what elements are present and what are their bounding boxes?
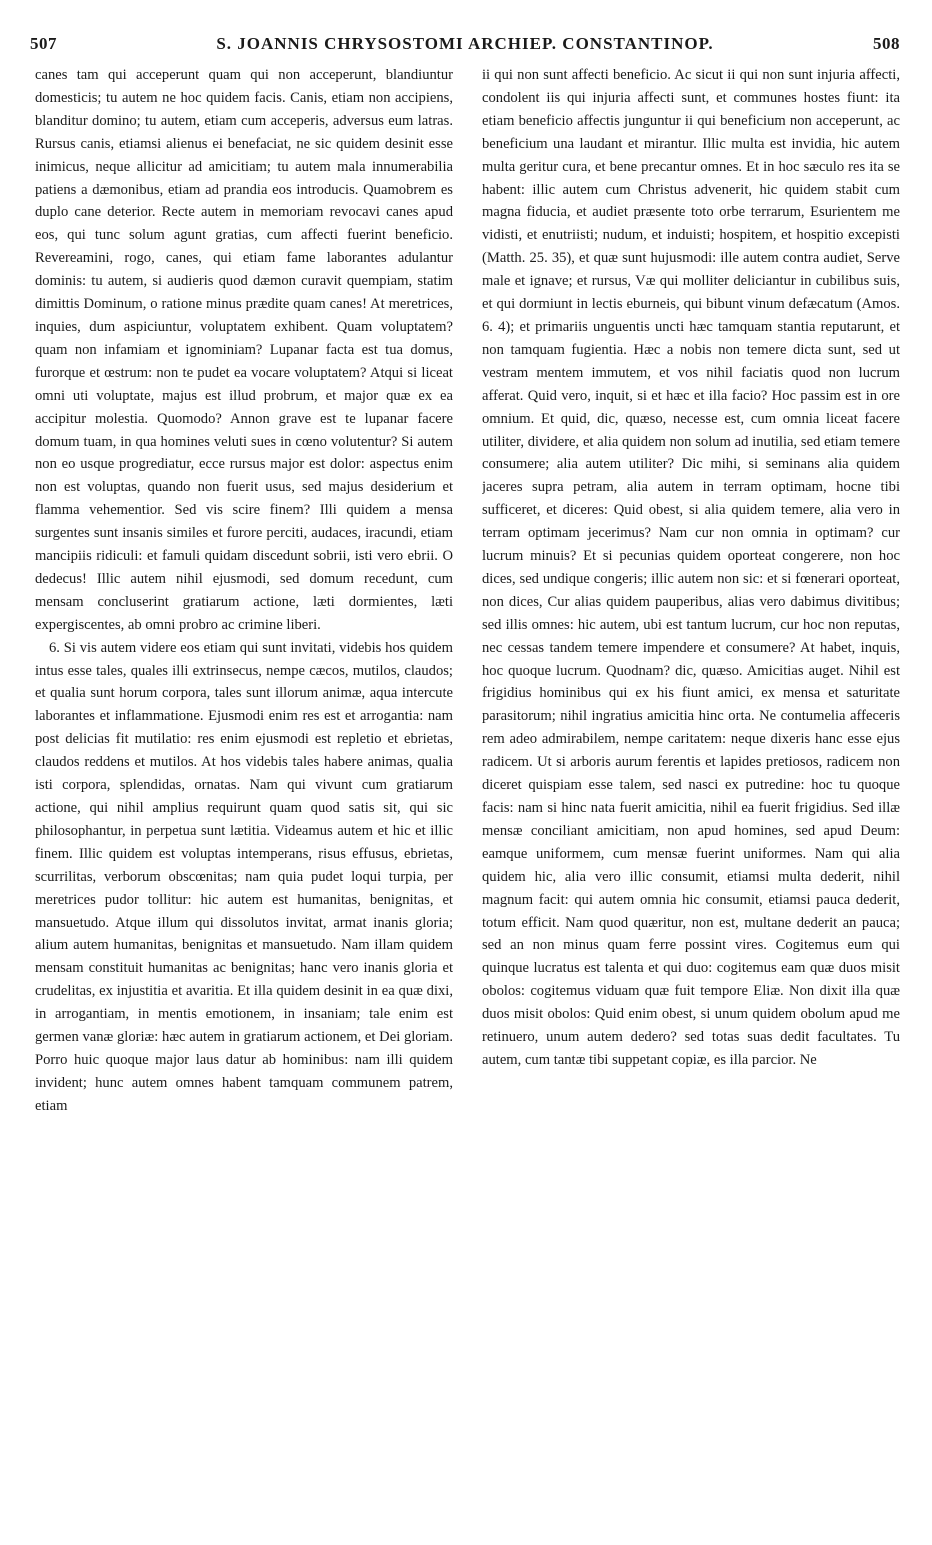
left-paragraph-2: 6. Si vis autem videre eos etiam qui sunt invitati, videbis hos quidem intus esse tales, quales illi extrinsecus, nempe cæcos, mutilos, claudos; et qualia sunt horum corpora, tales sunt illorum animæ, aqua intercute laborantes et inflammatione. Ejusmodi enim res est et arrogantia: nam post delicias fit mutilatio: res enim ejusmodi est repletio et ebrietas, claudos reddens et mutilos. At hos videbis tales habere animas, qualia isti corpora, splendidas, ornatas. Nam qui vivunt cum gratiarum actione, qui nihil amplius requirunt quam quod satis sit, qui sic philosophantur, in perpetua sunt lætitia. Videamus autem et hic et illic finem. Illic quidem est voluptas intemperans, risus effusus, ebrietas, scurrilitas, verborum obscœnitas; nam quia pudet loqui turpia, per meretrices pudor tollitur: hic autem est humanitas, benignitas, et mansuetudo. Atque illum qui dissolutos invitat, armat inanis gloria; alium autem humanitas, benignitas et mansuetudo. Nam illam quidem mensam constituit humanitas ac benignitas; hanc vero inanis gloria et crudelitas, ex injustitia et avaritia. Et illa quidem desinit in ea quæ dixi, in arrogantiam, in mentis emotionem, in insaniam; tale enim est germen vanæ gloriæ: hæc autem in gratiarum actionem, et Dei gloriam. Porro huic quoque major laus datur ab hominibus: nam illi quidem invident; hunc autem omnes habent tamquam communem patrem, etiam: [35, 639, 453, 1114]
right-column: [482, 64, 900, 1534]
page-number-left: 507: [30, 34, 57, 53]
right-paragraph-1: ii qui non sunt affecti beneficio. Ac sicut ii qui non sunt injuria affecti, condolent iis qui injuria affecti sunt, et communes hostes fiunt: ita etiam beneficio affectis junguntur ii qui beneficium non acceperunt, ac beneficium una laudant et mirantur. Illic multa est invidia, hic autem multa geritur cura, et bene precantur omnes. Et in hoc sæculo res ita se habent: illic autem cum Christus advenerit, hic quidem stabit cum magna fiducia, et audiet præsente toto orbe terrarum, Esurientem me vidisti, et enutriisti; nudum, et induisti; hospitem, et hospitio excepisti (Matth. 25. 35), et quæ sunt hujusmodi: ille autem contra audiet, Serve male et ignave; et rursus, Væ qui molliter deliciantur in cubilibus suis, et qui dormiunt in lectis eburneis, qui bibunt vinum defæcatum (Amos. 6. 4); et primariis unguentis uncti hæc tamquam stantia reputarunt, et non tamquam fugientia. Hæc a nobis non temere dicta sunt, sed ut vestram mentem immutem, et vos nihil faciatis quod non lucrum afferat. Quid vero, inquit, si et hæc et illa facio? Hoc passim est in ore omnium. Et quid, dic, quæso, necesse est, cum omnia liceat facere utiliter, dividere, et alia quidem non solum ad inutilia, sed etiam temere consumere; alia autem utiliter? Dic mihi, si seminans alia quidem jaceres supra petram, alia autem in terram optimam, hocne tibi sufficeret, et diceres: Quid obest, si alia quidem temere, alia vero in terram optimam jecerimus? Nam cur non omnia in optimam? cur lucrum minuis? Et si pecunias quidem oporteat congerere, non hoc dices, sed undique congeris; illic autem non sic: et si fœnerari oporteat, non dices, Cur alias quidem pauperibus, alias vero dabimus divitibus; sed illis omnes: hic autem, ubi est tantum lucrum, cur hoc non reputas, nec cessas tandem temere impendere et consumere? At habet, inquis, hoc quoque lucrum. Quodnam? dic, quæso. Amicitias auget. Nihil est frigidius hominibus qui ex his fiunt amici, ex mensa et saturitate parasitorum; nihil ingratius amicitia hinc orta. Ne contumelia affeceris rem adeo admirabilem, nempe caritatem: neque dixeris hanc esse ejus radicem. Ut si arboris aurum ferentis et lapides pretiosos, radicem non diceret quispiam esse talem, sed nasci ex putredine: hoc tu quoque facis: nam si hinc nata fuerit amicitia, nihil ea fuerit frigidius. Sed illæ mensæ conciliant amicitiam, non apud homines, sed apud Deum: eamque uniformem, cum mensæ fuerint uniformes. Nam qui alia quidem hic, alia vero illic consumit, etiamsi multa dederit, nihil magnum facit: qui autem omnia hic consumit, etiamsi pauca dederit, totum efficit. Nam quod quæritur, non est, multane dederit an pauca; sed an non minus quam ferre possint vires. Cogitemus eum qui quinque lucratus est talenta et qui duo: cogitemus eam quæ duos misit obolos: cogitemus viduam quæ fuit tempore Eliæ. Non dixit illa quæ duos misit obolos: Quid enim obest, si unum quidem obolum apud me retinuero, unum autem dedero? sed totas suas dedit facultates. Tu autem, cum tantæ tibi suppetant copiæ, es illa parcior. Ne: [482, 67, 900, 1068]
page-number-right: 508: [873, 34, 900, 53]
left-column: [35, 64, 453, 1534]
running-title: S. JOANNIS CHRYSOSTOMI ARCHIEP. CONSTANTINOP.: [216, 34, 714, 53]
column-divider: [463, 64, 464, 1524]
running-header: [30, 34, 900, 58]
left-paragraph-1: canes tam qui acceperunt quam qui non acceperunt, blandiuntur domesticis; tu autem ne hoc quidem facis. Canis, etiam non accipiens, blanditur domino; tu autem, etiam cum acceperis, adversus eum latras. Rursus canis, etiamsi alienus ei benefaciat, ne sic quidem desinit esse inimicus, neque allicitur ad amicitiam; tu autem mala innumerabilia patiens a dæmonibus, etiam ad prandia eos introducis. Quamobrem es duplo cane deterior. Recte autem in memoriam revocavi canes apud eos, qui tunc solum agunt gratias, cum affecti fuerint beneficio. Revereamini, rogo, canes, qui etiam fame laborantes adulantur dominis: tu autem, si audieris quod dæmon curavit quempiam, statim dimittis Dominum, o ratione minus prædite quam canes! At meretrices, inquies, dum aspiciuntur, voluptatem exhibent. Quam voluptatem? quam non infamiam et ignominiam? Lupanar facta est tua domus, furorque et œstrum: non te pudet ea vocare voluptatem? Atqui si liceat omni uti voluptate, majus est illud probrum, et major quæ ex ea accipitur molestia. Quomodo? Annon grave est te lupanar facere domum tuam, in qua homines veluti sues in cœno volutentur? Si autem non eo usque progrediatur, ecce rursus major est dolor: aspectus enim non est voluptas, quando non fuerit usus, sed majus desiderium et flamma vehementior. Sed vis scire finem? Illi quidem a mensa surgentes sunt insanis similes et furore perciti, audaces, iracundi, etiam mancipiis ridiculi: et famuli quidam discedunt sobrii, isti vero ebrii. O dedecus! Illic autem nihil ejusmodi, sed domum recedunt, cum mensam concluserint gratiarum actione, læti dormientes, læti expergiscentes, ab omni probro ac crimine liberi.: [35, 67, 453, 633]
